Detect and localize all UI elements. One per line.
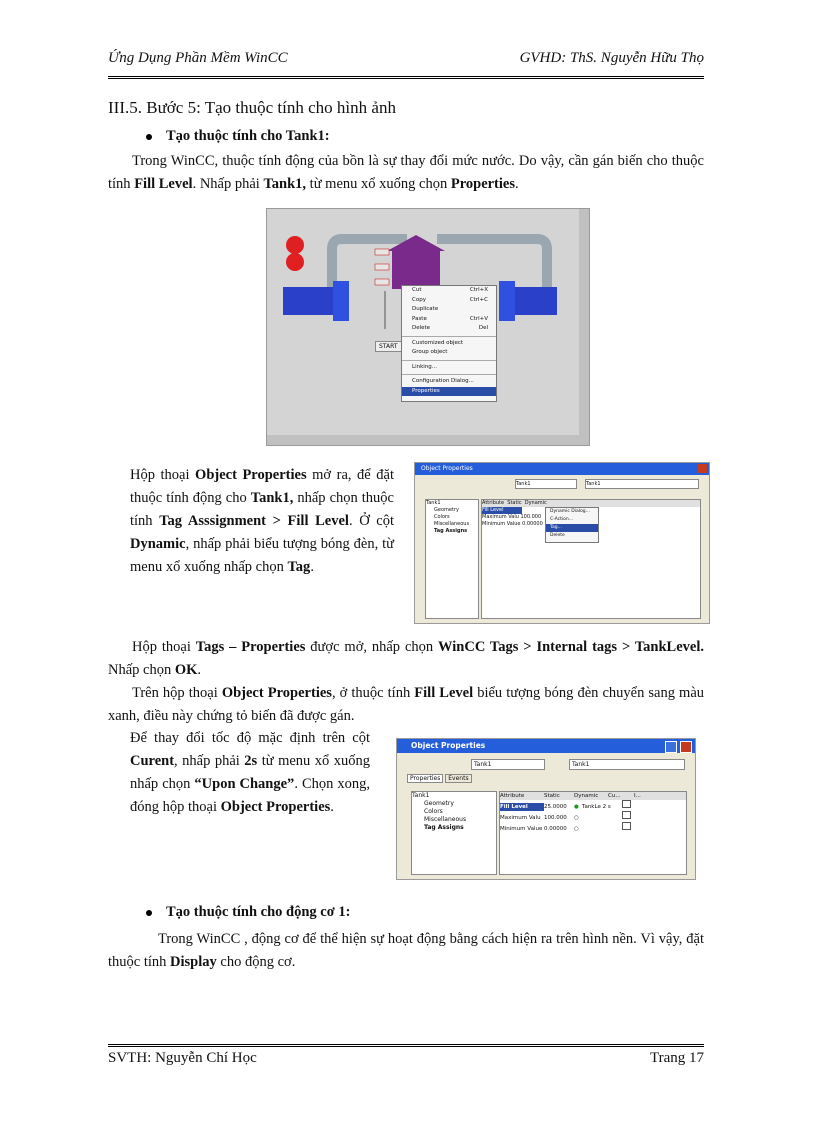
bullet-tank1 <box>146 128 330 145</box>
screenshot-object-properties-menu <box>414 462 710 624</box>
attribute-table: Attribute Static Dynamic Fill Level Maximum Valu 100.000 Minimum Value 0.00000 <box>481 499 701 619</box>
start-button[interactable]: START <box>375 341 402 352</box>
bullet-dot <box>146 134 152 140</box>
footer-rule <box>108 1044 704 1047</box>
dialog-title: Object Properties <box>411 741 486 750</box>
menu-item-customized-object[interactable]: Customized object <box>412 339 464 346</box>
bullet-dot <box>146 910 152 916</box>
paragraph-2: Hộp thoại Object Properties mở ra, để đặt thuộc tính động cho Tank1, nhấp chọn thuộc tính Tag Asssignment > Fill Level. Ở cột Dynamic, nhấp phải biểu tượng bóng đèn, từ menu xổ xuống nhấp chọn Tag. <box>130 467 395 575</box>
dynamic-context-menu <box>545 507 599 543</box>
section-title: III.5. Bước 5: Tạo thuộc tính cho hình ảnh <box>108 98 396 117</box>
bulb-icon-green[interactable]: ● <box>574 804 579 810</box>
object-name-field[interactable]: Tank1 <box>515 479 577 489</box>
paragraph-1: Trong WinCC, thuộc tính động của bồn là sự thay đổi mức nước. Do vậy, cần gán biến cho thuộc tính Fill Level. Nhấp phải Tank1, từ menu xổ xuống chọn Properties. <box>108 153 704 192</box>
dialog-titlebar <box>397 739 695 753</box>
header-right: GVHD: ThS. Nguyễn Hữu Thọ <box>519 50 704 66</box>
tree-item[interactable]: Miscellaneous <box>424 816 467 823</box>
tree-item[interactable]: Tank1 <box>412 792 430 799</box>
page-header <box>108 50 704 67</box>
menu-item-linking[interactable]: Linking... <box>412 363 438 370</box>
tab-bar <box>407 775 472 782</box>
menu-item-group-object[interactable]: Group object <box>412 349 448 355</box>
screenshot-object-properties <box>396 738 696 880</box>
menu-dynamic-dialog[interactable]: Dynamic Dialog... <box>550 509 590 514</box>
menu-item-copy[interactable]: Copy Ctrl+C <box>412 296 488 303</box>
menu-item-duplicate[interactable]: Duplicate <box>412 306 439 312</box>
bullet-text: Tạo thuộc tính cho Tank1: <box>166 128 330 144</box>
paragraph-6: Trong WinCC , động cơ để thể hiện sự hoạt động bằng cách hiện ra trên hình nền. Vì vậy, đặt thuộc tính Display cho động cơ. <box>108 931 704 970</box>
footer-left: SVTH: Nguyễn Chí Học <box>108 1050 257 1066</box>
menu-item-delete[interactable]: Delete Del <box>412 325 488 331</box>
paragraph-4: Trên hộp thoại Object Properties, ở thuộc tính Fill Level biểu tượng bóng đèn chuyển sang màu xanh, điều này chứng tỏ biến đã được gán. <box>108 685 705 724</box>
page-footer <box>108 1050 704 1067</box>
object-select[interactable]: Tank1 <box>569 759 685 770</box>
header-rule <box>108 76 704 79</box>
bullet-motor1 <box>146 904 350 921</box>
menu-c-action[interactable]: C-Action... <box>550 517 574 522</box>
table-row[interactable]: Minimum Value 0.00000 ○ <box>500 822 686 833</box>
checkbox[interactable] <box>622 822 631 830</box>
attribute-table <box>499 791 687 875</box>
bullet-text: Tạo thuộc tính cho động cơ 1: <box>166 904 351 920</box>
dialog-title: Object Properties <box>421 465 473 472</box>
tree-item[interactable]: Colors <box>424 808 443 815</box>
menu-item-cut[interactable]: Cut Ctrl+X <box>412 287 488 293</box>
checkbox[interactable] <box>622 811 631 819</box>
menu-tag[interactable]: Tag... <box>546 524 598 532</box>
menu-item-paste[interactable]: Paste Ctrl+V <box>412 315 488 322</box>
tree-item[interactable]: Tag Assigns <box>424 824 464 831</box>
tab-events[interactable]: Events <box>445 774 471 783</box>
close-icon[interactable] <box>698 464 707 473</box>
object-select[interactable]: Tank1 <box>585 479 699 489</box>
tree-item[interactable]: Geometry <box>424 800 454 807</box>
bulb-icon[interactable]: ○ <box>574 815 579 821</box>
close-icon[interactable] <box>680 741 692 753</box>
screenshot-process-context-menu <box>266 208 590 446</box>
help-icon[interactable] <box>665 741 677 753</box>
bulb-icon[interactable]: ○ <box>574 826 579 832</box>
menu-delete[interactable]: Delete <box>550 533 565 538</box>
context-menu <box>401 285 497 402</box>
checkbox[interactable] <box>622 800 631 808</box>
object-name-field[interactable]: Tank1 <box>471 759 545 770</box>
dialog-tree: Tank1 Geometry Colors Miscellaneous Tag Assigns <box>425 499 479 619</box>
paragraph-3: Hộp thoại Tags – Properties được mở, nhấp chọn WinCC Tags > Internal tags > TankLevel. Nhấp chọn OK. <box>108 639 705 678</box>
header-left: Ứng Dụng Phần Mềm WinCC <box>108 50 288 66</box>
table-row[interactable]: Fill Level 25.0000 ● TankLe 2 s <box>500 800 686 811</box>
paragraph-5: Để thay đổi tốc độ mặc định trên cột Curent, nhấp phải 2s từ menu xổ xuống nhấp chọn “Upon Change”. Chọn xong, đóng hộp thoại Object Properties. <box>130 730 371 815</box>
dialog-tree <box>411 791 497 875</box>
page-number: Trang 17 <box>649 1050 704 1066</box>
menu-item-configuration-dialog[interactable]: Configuration Dialog... <box>412 378 474 384</box>
table-row[interactable]: Maximum Valu 100.000 ○ <box>500 811 686 822</box>
dialog-titlebar <box>415 463 709 475</box>
tab-properties[interactable]: Properties <box>407 774 443 783</box>
table-header: Attribute Static Dynamic Cu... I... <box>500 792 686 800</box>
menu-item-properties[interactable]: Properties <box>402 387 496 397</box>
